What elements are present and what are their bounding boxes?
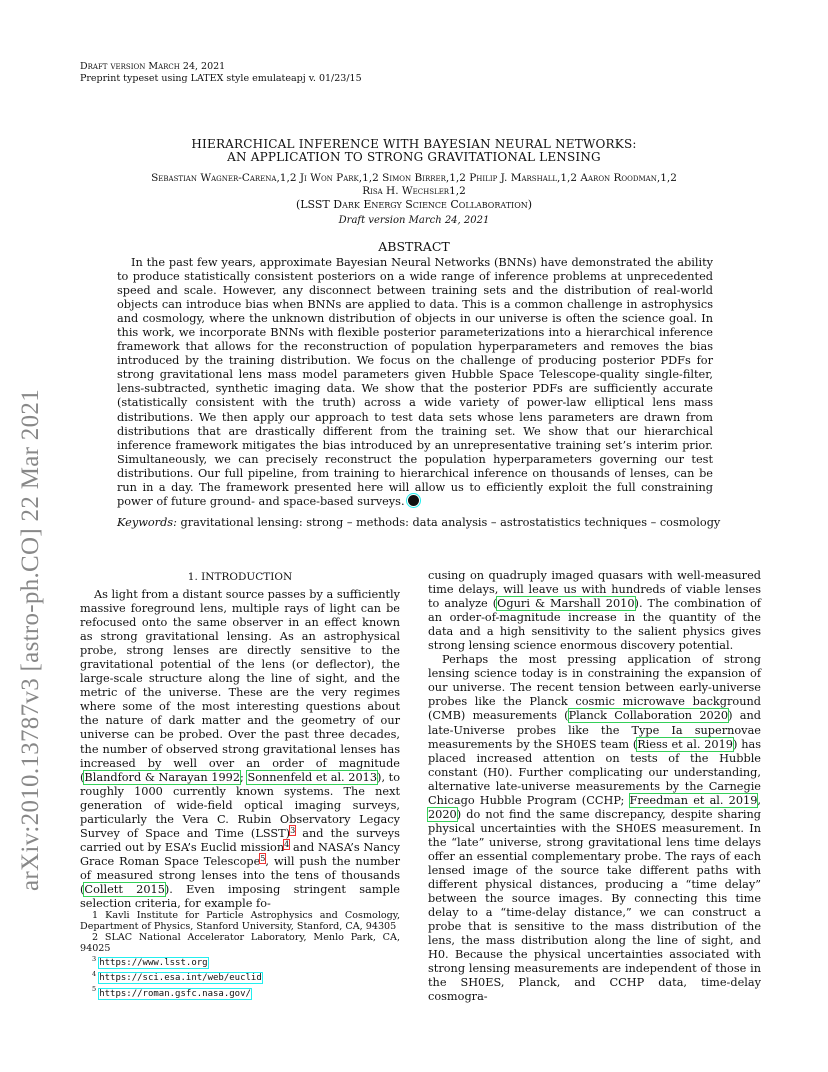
keywords-text: gravitational lensing: strong – methods: data analysis – astrostatistics techniques – cosmology: [180, 516, 721, 529]
abstract-heading: ABSTRACT: [378, 239, 450, 254]
citation-link[interactable]: Freedman et al. 2019: [629, 793, 758, 807]
citation-link[interactable]: Collett 2015: [84, 882, 165, 896]
footnote-url-link[interactable]: https://www.lsst.org: [99, 958, 208, 969]
citation-link[interactable]: Sonnenfeld et al. 2013: [247, 770, 378, 784]
footnote-url-link[interactable]: https://sci.esa.int/web/euclid: [99, 973, 262, 984]
title-line-2: AN APPLICATION TO STRONG GRAVITATIONAL LENSING: [227, 150, 601, 164]
text-run: ), to roughly 1000 currently known systems. The next generation of wide-field optical imaging surveys, particularly the Vera C. Rubin Observatory Legacy Survey of Space and Time (LSST): [80, 770, 400, 840]
footnote-number: 4: [92, 970, 97, 979]
footnote-link[interactable]: 4: [284, 839, 290, 849]
footnote-number: 3: [92, 955, 97, 963]
footnote-2: 2 SLAC National Accelerator Laboratory, Menlo Park, CA, 94025: [80, 932, 400, 954]
author-list: [70, 172, 758, 198]
footnote-url-link[interactable]: https://roman.gsfc.nasa.gov/: [99, 988, 251, 999]
text-run: cusing on quadruply imaged quasars with well-measured time delays, will leave us with hundreds of viable lenses to analyze (: [428, 569, 761, 611]
section-heading-introduction: 1. INTRODUCTION: [187, 571, 293, 583]
text-run: ). The combination of an order-of-magnitude increase in the quantity of the data and a high sensitivity to the salient physics gives strong lensing science enormous discovery potential.: [428, 597, 761, 653]
citation-link[interactable]: Blandford & Narayan 1992: [84, 770, 241, 784]
footnote-link[interactable]: 3: [290, 825, 296, 835]
text-run: ) has placed increased attention on tests of the Hubble constant (H0). Further complicating our understanding, alternative late-universe measurements by the Carnegie Chicago Hubble Program (CCHP;: [428, 737, 761, 807]
abstract-body: [117, 256, 713, 509]
text-run: ) and late-Universe probes like the Type Ia supernovae measurements by the SH0ES team (: [428, 709, 761, 751]
draft-date: Draft version March 24, 2021: [338, 215, 490, 226]
authors-line-1: Sebastian Wagner-Carena,1,2 Ji Won Park,1,2 Simon Birrer,1,2 Philip J. Marshall,1,2 Aaron Roodman,1,2: [151, 172, 677, 184]
footnote-4: [80, 969, 400, 984]
text-run: Perhaps the most pressing application of strong lensing science today is in constraining the expansion of our universe. The recent tension between early-universe probes like the Planck cosmic microwave background (CMB) measurements (: [428, 653, 761, 723]
authors-line-2: Risa H. Wechsler1,2: [362, 185, 466, 197]
paragraph: [428, 653, 761, 1004]
collaboration: (LSST Dark Energy Science Collaboration): [295, 198, 533, 211]
footnote-3: [80, 954, 400, 969]
keywords: [117, 516, 783, 530]
title-line-1: HIERARCHICAL INFERENCE WITH BAYESIAN NEURAL NETWORKS:: [191, 137, 637, 151]
text-run: ,: [757, 793, 761, 807]
text-run: ) do not find the same discrepancy, despite sharing physical uncertainties with the SH0ES measurement. In the “late” universe, strong gravitational lens time delays offer an essential complementary probe. The rays of each lensed image of the source take different paths with different physical distances, producing a “time delay” between the source images. By connecting this time delay to a “time-delay distance,” we can construct a probe that is sensitive to the mass distribution of the lens, the mass distribution along the line of sight, and H0. Because the physical uncertainties associated with strong lensing measurements are independent of those in the SH0ES, Planck, and CCHP data, time-delay cosmogra-: [428, 807, 761, 1004]
citation-link[interactable]: Oguri & Marshall 2010: [497, 597, 635, 611]
text-run: ). Even imposing stringent sample selection criteria, for example fo-: [80, 882, 400, 911]
text-run: ;: [240, 770, 248, 784]
footnote-5: [80, 984, 400, 999]
text-run: and NASA’s Nancy Grace Roman Space Telescope: [80, 840, 400, 868]
preprint-header: [80, 61, 362, 85]
text-run: and the surveys carried out by ESA’s Euclid mission: [80, 826, 400, 854]
citation-link[interactable]: Riess et al. 2019: [637, 737, 733, 751]
paragraph: [428, 569, 761, 653]
arxiv-identifier: arXiv:2010.13787v3 [astro-ph.CO] 22 Mar 2021: [17, 388, 44, 892]
right-column-text: [428, 569, 761, 1004]
citation-link[interactable]: Planck Collaboration 2020: [568, 709, 729, 723]
footnote-1: 1 Kavli Institute for Particle Astrophysics and Cosmology, Department of Physics, Stanford University, Stanford, CA, 94305: [80, 910, 400, 932]
footnotes: [80, 910, 400, 1000]
text-run: As light from a distant source passes by a sufficiently massive foreground lens, multiple rays of light can be refocused onto the same observer in an effect known as strong gravitational lensing. As an astrophysical probe, strong lenses are directly sensitive to the gravitational potential of the lens (or deflector), the large-scale structure along the line of sight, and the metric of the universe. These are the very regimes where some of the most interesting questions about the nature of dark matter and the geometry of our universe can be probed. Over the past three decades, the number of observed strong gravitational lenses has increased by well over an order of magnitude (: [80, 588, 400, 784]
arxiv-side-stamp: [17, 388, 44, 892]
github-icon[interactable]: [408, 495, 419, 506]
draft-version-line: Draft version March 24, 2021: [80, 61, 226, 72]
abstract-text: In the past few years, approximate Bayesian Neural Networks (BNNs) have demonstrated the ability to produce statistically consistent posteriors on a wide range of inference problems at unprecedented speed and scale. However, any disconnect between training sets and the distribution of real-world objects can introduce bias when BNNs are applied to data. This is a common challenge in astrophysics and cosmology, where the unknown distribution of objects in our universe is often the science goal. In this work, we incorporate BNNs with flexible posterior parameterizations into a hierarchical inference framework that allows for the reconstruction of population hyperparameters and removes the bias introduced by the training distribution. We focus on the challenge of producing posterior PDFs for strong gravitational lens mass model parameters given Hubble Space Telescope-quality single-filter, lens-subtracted, synthetic imaging data. We show that the posterior PDFs are sufficiently accurate (statistically consistent with the truth) across a wide variety of power-law elliptical lens mass distributions. We then apply our approach to test data sets whose lens parameters are drawn from distributions that are drastically different from the training set. We show that our hierarchical inference framework mitigates the bias introduced by an unrepresentative training set’s interim prior. Simultaneously, we can precisely reconstruct the population hyperparameters governing our test distributions. Our full pipeline, from training to hierarchical inference on thousands of lenses, can be run in a day. The framework presented here will allow us to efficiently exploit the full constraining power of future ground- and space-based surveys.: [117, 256, 713, 508]
preprint-typeset-line: Preprint typeset using LATEX style emulateapj v. 01/23/15: [80, 73, 362, 84]
text-run: , will push the number of measured strong lenses into the tens of thousands (: [80, 854, 400, 896]
paper-title: [90, 138, 738, 164]
footnote-number: 5: [92, 985, 97, 994]
footnote-link[interactable]: 5: [260, 853, 266, 863]
citation-link[interactable]: 2020: [428, 807, 457, 821]
keywords-label: Keywords:: [117, 516, 177, 529]
left-column-text: [80, 588, 400, 911]
